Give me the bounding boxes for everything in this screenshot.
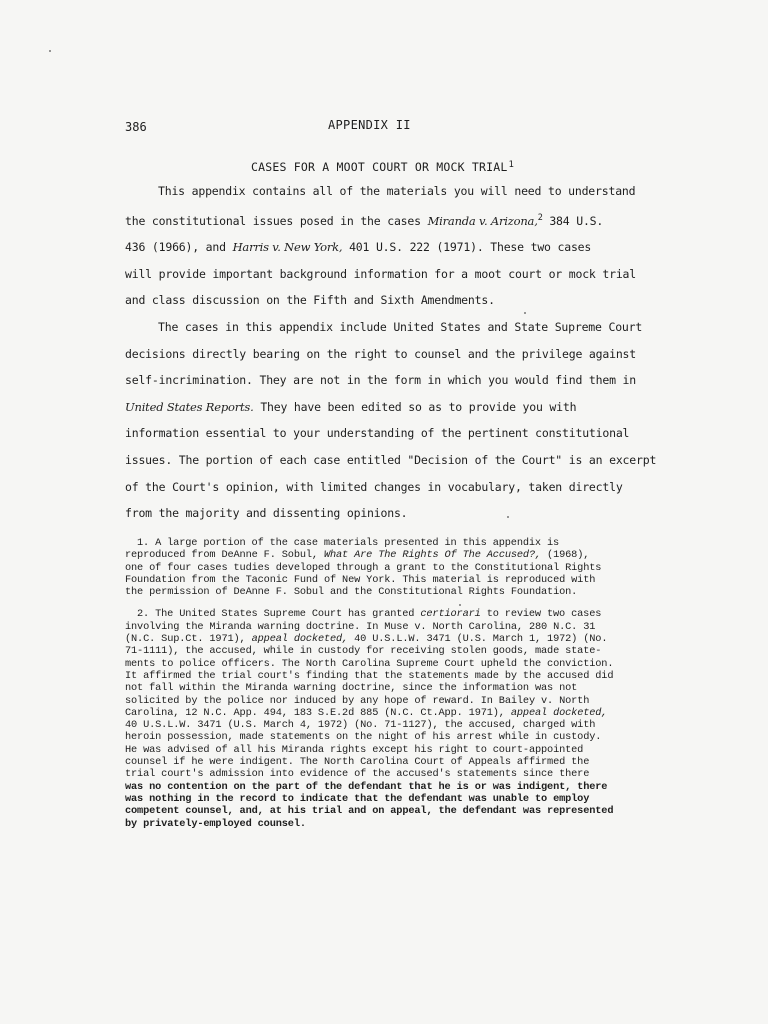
footnote-line: trial court's admission into evidence of the accused's statements since there xyxy=(125,768,590,781)
text-run: 2. The United States Supreme Court has granted xyxy=(137,608,421,621)
footnote-line: He was advised of all his Miranda rights except his right to court-appointed xyxy=(125,743,584,756)
text-run: 401 U.S. 222 (1971). These two cases xyxy=(342,240,592,255)
paragraph-line: and class discussion on the Fifth and Sixth Amendments. xyxy=(125,293,495,308)
text-run: Carolina, 12 N.C. App. 494, 183 S.E.2d 885 (N.C. Ct.App. 1971), xyxy=(125,706,511,719)
footnote-line: counsel if he were indigent. The North Carolina Court of Appeals affirmed the xyxy=(125,756,590,769)
paragraph-line: information essential to your understanding of the pertinent constitutional xyxy=(125,426,630,441)
term-certiorari: certiorari xyxy=(420,608,481,621)
footnote-line xyxy=(125,707,655,719)
footnote-line xyxy=(125,549,655,561)
paragraph-line: The cases in this appendix include United States and State Supreme Court xyxy=(158,319,643,334)
scan-speck xyxy=(49,50,51,52)
reporter-name: United States Reports. xyxy=(125,399,254,414)
paragraph-line xyxy=(125,394,645,421)
section-title-text: CASES FOR A MOOT COURT OR MOCK TRIAL xyxy=(251,160,508,174)
footnote-line: 1. A large portion of the case materials presented in this appendix is xyxy=(137,537,560,549)
running-head: APPENDIX II xyxy=(328,118,411,132)
appeal-docketed: appeal docketed, xyxy=(510,706,608,719)
footnote-line: was no contention on the part of the defendant that he is or was indigent, there xyxy=(125,780,608,793)
paragraph-line xyxy=(125,205,645,235)
footnote-1 xyxy=(125,537,655,598)
text-run: They have been edited so as to provide you with xyxy=(253,399,577,414)
paragraph-line: This appendix contains all of the materials you will need to understand xyxy=(158,184,636,198)
text-run: (1968), xyxy=(541,549,590,562)
text-run: 40 U.S.L.W. 3471 (U.S. March 1, 1972) (No. xyxy=(348,633,608,646)
case-name-miranda: Miranda v. Arizona, xyxy=(427,213,538,228)
scan-speck xyxy=(459,604,461,606)
scan-speck xyxy=(524,312,526,314)
footnote-line: competent counsel, and, at his trial and on appeal, the defendant was represented xyxy=(125,805,614,818)
body-text xyxy=(125,178,657,527)
footnotes xyxy=(125,537,655,840)
text-run: 436 (1966), and xyxy=(125,240,233,255)
footnote-line: not fall within the Miranda warning doctrine, since the information was not xyxy=(125,682,578,695)
footnote-line: 40 U.S.L.W. 3471 (U.S. March 4, 1972) (No. 71-1127), the accused, charged with xyxy=(125,719,596,732)
page-header xyxy=(125,118,605,138)
footnote-line: Foundation from the Taconic Fund of New York. This material is reproduced with xyxy=(125,573,596,586)
paragraph-line: will provide important background information for a moot court or mock trial xyxy=(125,266,636,281)
footnote-line: involving the Miranda warning doctrine. In Muse v. North Carolina, 280 N.C. 31 xyxy=(125,620,596,633)
text-run: (N.C. Sup.Ct. 1971), xyxy=(125,633,252,646)
footnote-line: was nothing in the record to indicate that the defendant was unable to employ xyxy=(125,792,590,805)
footnote-line: It affirmed the trial court's finding that the statements made by the accused did xyxy=(125,669,614,682)
footnote-line: solicited by the police nor induced by any hope of reward. In Bailey v. North xyxy=(125,694,590,707)
paragraph-1 xyxy=(125,178,645,205)
scan-speck xyxy=(507,516,509,518)
footnote-line: 71-1111), the accused, while in custody for receiving stolen goods, made state- xyxy=(125,645,602,658)
paragraph-line: issues. The portion of each case entitled "Decision of the Court" is an excerpt xyxy=(125,452,657,467)
paragraph-line: from the majority and dissenting opinions. xyxy=(125,506,408,521)
footnote-line: ments to police officers. The North Carolina Supreme Court upheld the conviction. xyxy=(125,657,614,670)
text-run: to review two cases xyxy=(480,608,602,621)
text-run: the constitutional issues posed in the cases xyxy=(125,213,428,228)
case-name-harris: Harris v. New York, xyxy=(232,240,343,255)
book-title: What Are The Rights Of The Accused?, xyxy=(323,549,542,562)
section-title xyxy=(251,160,514,174)
footnote-line xyxy=(125,633,655,645)
footnote-line: by privately-employed counsel. xyxy=(125,817,306,830)
footnote-2 xyxy=(125,608,655,829)
paragraph-line xyxy=(125,234,645,261)
text-run: 384 U.S. xyxy=(542,213,604,228)
paragraph-line: of the Court's opinion, with limited changes in vocabulary, taken directly xyxy=(125,479,623,494)
footnote-ref-2: 2 xyxy=(537,212,543,223)
footnote-line: the permission of DeAnne F. Sobul and the Constitutional Rights Foundation. xyxy=(125,586,578,599)
page-number: 386 xyxy=(125,120,147,134)
paragraph-line: self-incrimination. They are not in the form in which you would find them in xyxy=(125,373,636,388)
title-footnote-ref: 1 xyxy=(508,160,515,170)
paragraph-line: decisions directly bearing on the right to counsel and the privilege against xyxy=(125,346,636,361)
footnote-line: one of four cases tudies developed through a grant to the Constitutional Rights xyxy=(125,561,602,574)
text-run: reproduced from DeAnne F. Sobul, xyxy=(125,549,324,562)
footnote-line xyxy=(125,608,655,620)
paragraph-2 xyxy=(125,314,645,341)
footnote-line: heroin possession, made statements on the night of his arrest while in custody. xyxy=(125,731,602,744)
appeal-docketed: appeal docketed, xyxy=(251,633,349,646)
